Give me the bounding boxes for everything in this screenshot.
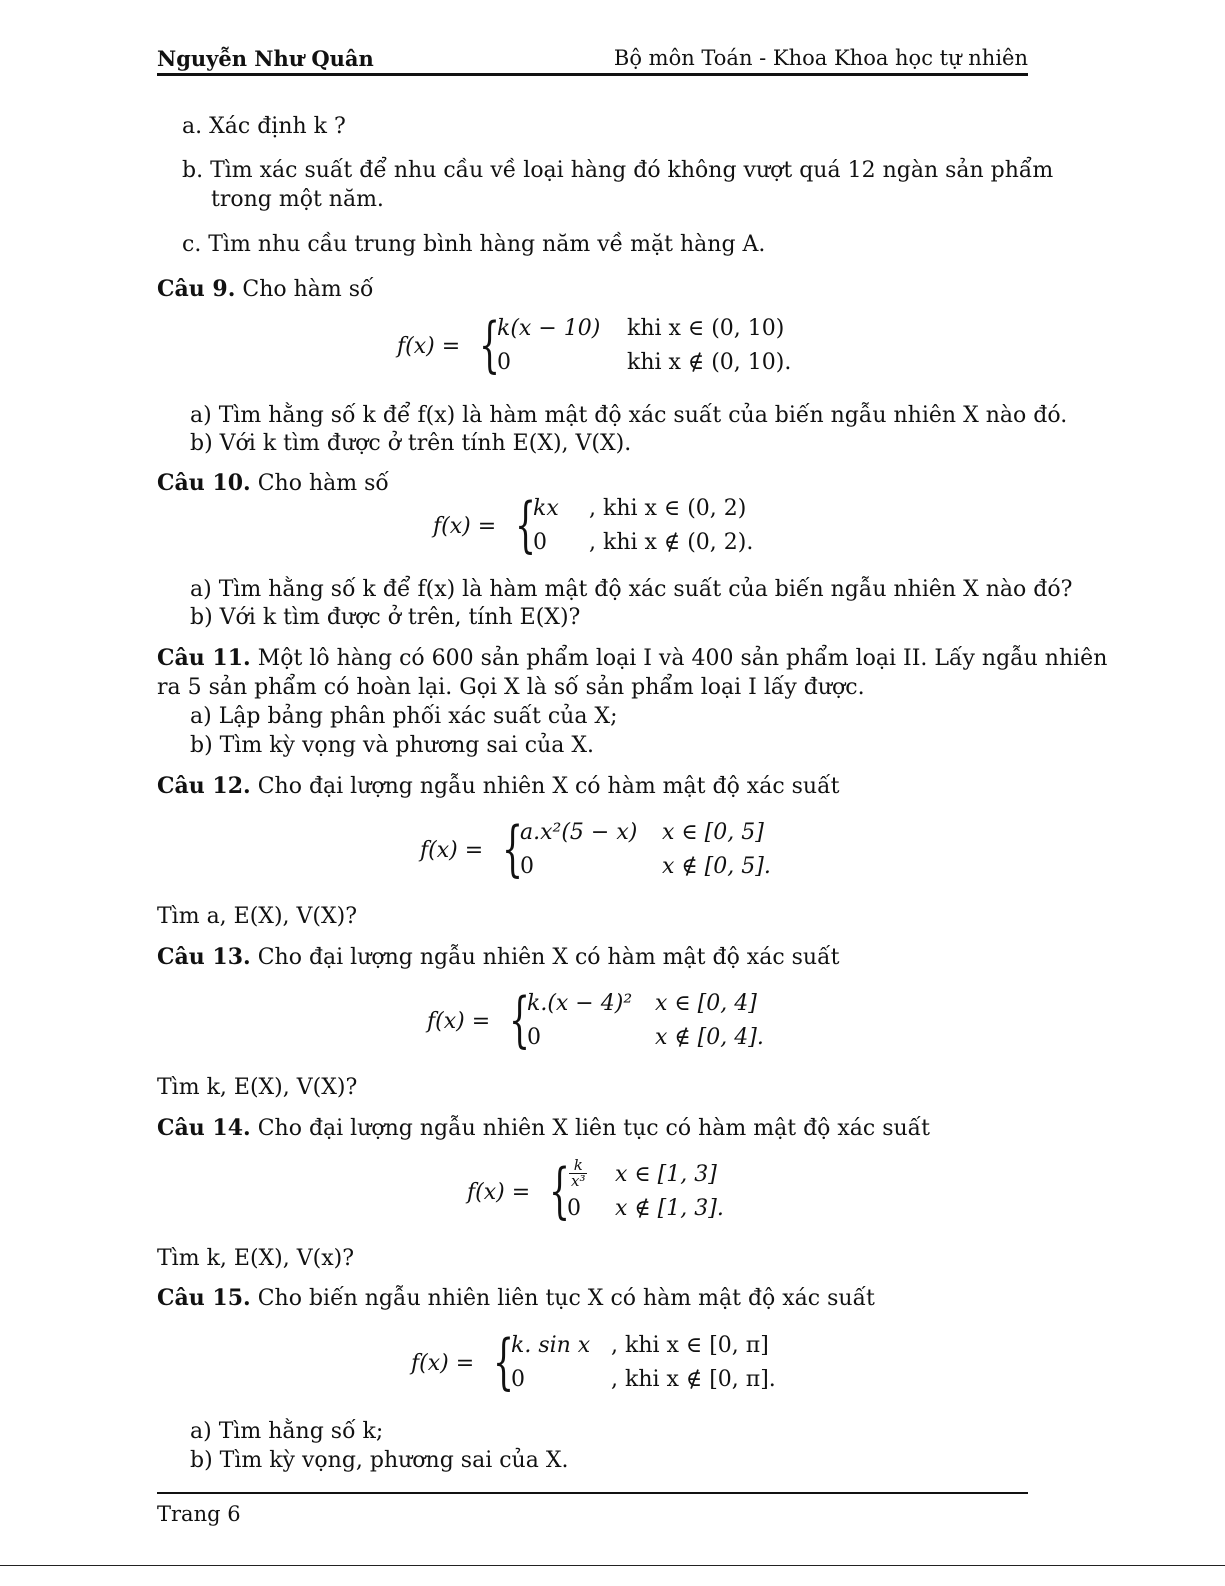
header-department: Bộ môn Toán - Khoa Khoa học tự nhiên (613, 46, 1028, 70)
q9-row2-cond: khi x ∉ (0, 10). (627, 350, 792, 375)
q15-row1-cond: , khi x ∈ [0, π] (611, 1333, 769, 1358)
q9-lhs: f(x) = (397, 334, 461, 359)
q9-row1-expr: k(x − 10) (497, 316, 601, 341)
q14-row2-cond: x ∉ [1, 3]. (615, 1196, 724, 1221)
q10-formula (433, 490, 763, 566)
q9-brace: { (479, 310, 501, 380)
q10-row1-expr: kx (533, 496, 559, 521)
q14-heading (157, 1114, 930, 1143)
q12-row2-cond: x ∉ [0, 5]. (662, 854, 771, 879)
q15-intro: Cho biến ngẫu nhiên liên tục X có hàm mật độ xác suất (257, 1286, 875, 1311)
q13-ask: Tìm k, E(X), V(X)? (157, 1075, 358, 1100)
q13-row1-cond: x ∈ [0, 4] (655, 991, 757, 1016)
q10-part-a: a) Tìm hằng số k để f(x) là hàm mật độ xác suất của biến ngẫu nhiên X nào đó? (190, 577, 1073, 602)
q10-heading (157, 469, 389, 498)
item-a: a. Xác định k ? (182, 114, 346, 139)
q10-brace: { (515, 490, 537, 560)
item-b-line1: b. Tìm xác suất để nhu cầu về loại hàng đó không vượt quá 12 ngàn sản phẩm (182, 158, 1054, 183)
q14-formula (467, 1156, 747, 1232)
q13-label: Câu 13. (157, 944, 251, 970)
q11-label: Câu 11. (157, 645, 251, 671)
q11-part-b: b) Tìm kỳ vọng và phương sai của X. (190, 733, 595, 758)
q10-lhs: f(x) = (433, 514, 497, 539)
q11-text1: Một lô hàng có 600 sản phẩm loại I và 400 sản phẩm loại II. Lấy ngẫu nhiên (257, 646, 1108, 671)
q15-lhs: f(x) = (411, 1351, 475, 1376)
q13-row1-expr: k.(x − 4)² (527, 991, 633, 1016)
q12-heading (157, 772, 839, 801)
q10-row2-cond: , khi x ∉ (0, 2). (589, 530, 754, 555)
q14-fraction (569, 1158, 587, 1189)
q12-label: Câu 12. (157, 773, 251, 799)
q13-brace: { (509, 985, 531, 1055)
q13-row2-cond: x ∉ [0, 4]. (655, 1025, 764, 1050)
q9-label: Câu 9. (157, 276, 236, 302)
q10-intro: Cho hàm số (257, 471, 389, 496)
q10-label: Câu 10. (157, 470, 251, 496)
q12-row1-expr: a.x²(5 − x) (520, 820, 638, 845)
q12-row1-cond: x ∈ [0, 5] (662, 820, 764, 845)
q15-row1-expr: k. sin x (511, 1333, 591, 1358)
q9-row2-expr: 0 (497, 350, 511, 375)
q9-heading (157, 275, 374, 304)
q14-frac-num: k (569, 1158, 587, 1174)
q12-row2-expr: 0 (520, 854, 534, 879)
q14-row2-expr: 0 (567, 1196, 581, 1221)
q15-part-b: b) Tìm kỳ vọng, phương sai của X. (190, 1448, 569, 1473)
q10-row2-expr: 0 (533, 530, 547, 555)
q15-formula (411, 1327, 781, 1403)
header-author: Nguyễn Như Quân (157, 46, 374, 71)
q9-part-a: a) Tìm hằng số k để f(x) là hàm mật độ xác suất của biến ngẫu nhiên X nào đó. (190, 403, 1068, 428)
q13-formula (427, 985, 767, 1061)
q14-frac-den: x³ (571, 1172, 586, 1190)
q9-part-b: b) Với k tìm được ở trên tính E(X), V(X). (190, 431, 632, 456)
q12-formula (420, 814, 780, 890)
page-bottom-edge (0, 1565, 1225, 1586)
q14-ask: Tìm k, E(X), V(x)? (157, 1246, 355, 1271)
q11-line1 (157, 644, 1107, 673)
q14-intro: Cho đại lượng ngẫu nhiên X liên tục có hàm mật độ xác suất (257, 1116, 931, 1141)
q12-intro: Cho đại lượng ngẫu nhiên X có hàm mật độ xác suất (257, 774, 840, 799)
q15-brace: { (493, 1327, 515, 1397)
q13-lhs: f(x) = (427, 1009, 491, 1034)
q12-ask: Tìm a, E(X), V(X)? (157, 904, 358, 929)
header-rule (157, 73, 1028, 76)
q15-part-a: a) Tìm hằng số k; (190, 1419, 384, 1444)
q13-intro: Cho đại lượng ngẫu nhiên X có hàm mật độ xác suất (257, 945, 840, 970)
q9-formula (397, 310, 797, 386)
q14-brace: { (549, 1156, 571, 1226)
q14-label: Câu 14. (157, 1115, 251, 1141)
q15-label: Câu 15. (157, 1285, 251, 1311)
q9-row1-cond: khi x ∈ (0, 10) (627, 316, 785, 341)
q10-part-b: b) Với k tìm được ở trên, tính E(X)? (190, 605, 581, 630)
q13-row2-expr: 0 (527, 1025, 541, 1050)
footer-rule (157, 1492, 1028, 1494)
q14-lhs: f(x) = (467, 1180, 531, 1205)
q15-row2-expr: 0 (511, 1367, 525, 1392)
q14-row1-frac (569, 1158, 587, 1189)
page-number: Trang 6 (157, 1502, 241, 1526)
q10-row1-cond: , khi x ∈ (0, 2) (589, 496, 747, 521)
q15-row2-cond: , khi x ∉ [0, π]. (611, 1367, 776, 1392)
q15-heading (157, 1284, 875, 1313)
page-header (157, 44, 1028, 74)
q12-lhs: f(x) = (420, 838, 484, 863)
item-b-line2: trong một năm. (211, 187, 384, 212)
q13-heading (157, 943, 839, 972)
q14-row1-cond: x ∈ [1, 3] (615, 1162, 717, 1187)
q9-intro: Cho hàm số (242, 277, 374, 302)
q11-part-a: a) Lập bảng phân phối xác suất của X; (190, 704, 618, 729)
q12-brace: { (502, 814, 524, 884)
item-c: c. Tìm nhu cầu trung bình hàng năm về mặt hàng A. (182, 232, 766, 257)
q11-line2: ra 5 sản phẩm có hoàn lại. Gọi X là số sản phẩm loại I lấy được. (157, 675, 865, 700)
